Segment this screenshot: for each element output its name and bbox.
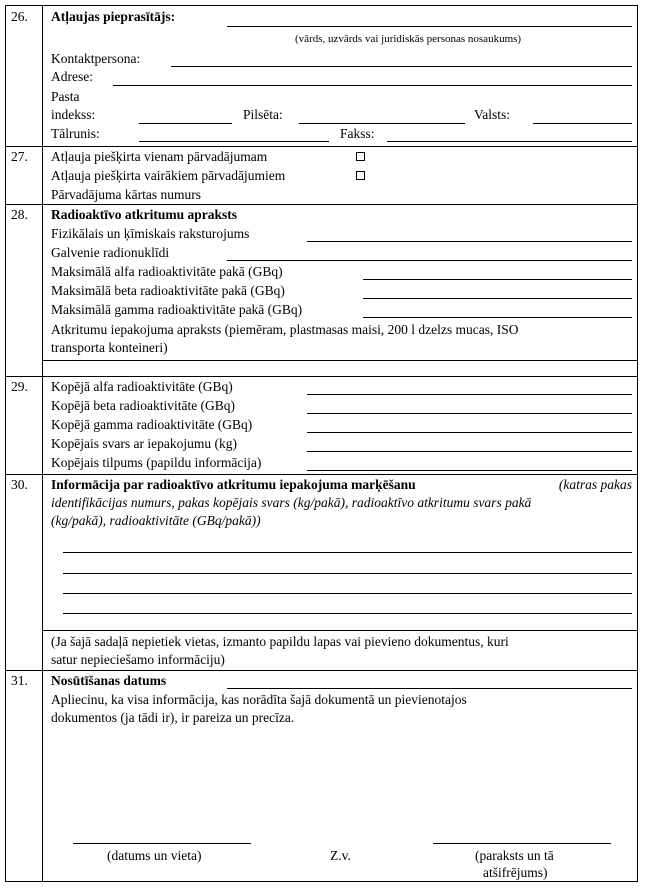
section-title: Nosūtīšanas datums bbox=[51, 673, 167, 688]
section-title-line bbox=[51, 477, 632, 493]
section-number: 29. bbox=[11, 379, 28, 394]
row-divider bbox=[42, 360, 638, 361]
max-alpha-label: Maksimālā alfa radioaktivitāte pakā (GBq) bbox=[51, 264, 283, 279]
max-beta-label: Maksimālā beta radioaktivitāte pakā (GBq) bbox=[51, 283, 285, 298]
table-border-left bbox=[5, 5, 6, 882]
country-field[interactable] bbox=[533, 123, 632, 124]
table-border-right bbox=[637, 5, 638, 882]
radionuclides-label: Galvenie radionuklīdi bbox=[51, 245, 170, 260]
total-beta-field[interactable] bbox=[307, 413, 632, 414]
certification-text: dokumentos (ja tādi ir), ir pareiza un precīza. bbox=[51, 710, 295, 725]
marking-info-line[interactable] bbox=[63, 593, 632, 594]
row-divider bbox=[5, 670, 638, 671]
signature-label: atšifrējums) bbox=[483, 865, 548, 880]
postal-code-label: indekss: bbox=[51, 107, 96, 122]
max-gamma-label: Maksimālā gamma radioaktivitāte pakā (GBq) bbox=[51, 302, 303, 317]
max-gamma-field[interactable] bbox=[363, 317, 632, 318]
section-title: Radioaktīvo atkritumu apraksts bbox=[51, 207, 238, 222]
column-divider bbox=[42, 5, 43, 882]
signature-field[interactable] bbox=[433, 843, 611, 844]
postal-code-field[interactable] bbox=[139, 123, 232, 124]
marking-info-line[interactable] bbox=[63, 552, 632, 553]
total-gamma-field[interactable] bbox=[307, 432, 632, 433]
total-volume-field[interactable] bbox=[307, 470, 632, 471]
address-field[interactable] bbox=[113, 85, 632, 86]
form-table bbox=[5, 5, 638, 882]
total-beta-label: Kopējā beta radioaktivitāte (GBq) bbox=[51, 398, 236, 413]
certification-text: Apliecinu, ka visa informācija, kas norādīta šajā dokumentā un pievienotajos bbox=[51, 692, 467, 707]
single-shipment-label: Atļauja piešķirta vienam pārvadājumam bbox=[51, 149, 268, 164]
multiple-shipments-checkbox[interactable] bbox=[356, 171, 365, 180]
section-hint: (katras pakas bbox=[558, 477, 632, 492]
section-hint: (kg/pakā), radioaktivitāte (GBq/pakā)) bbox=[51, 513, 261, 528]
postal-code-label: Pasta bbox=[51, 89, 80, 104]
total-gamma-label: Kopējā gamma radioaktivitāte (GBq) bbox=[51, 417, 253, 432]
applicant-name-field[interactable] bbox=[227, 26, 632, 27]
total-weight-label: Kopējais svars ar iepakojumu (kg) bbox=[51, 436, 237, 451]
row-divider bbox=[5, 146, 638, 147]
address-label: Adrese: bbox=[51, 69, 93, 84]
marking-info-line[interactable] bbox=[63, 613, 632, 614]
total-weight-field[interactable] bbox=[307, 451, 632, 452]
date-place-label: (datums un vieta) bbox=[107, 848, 202, 863]
section-number: 27. bbox=[11, 149, 28, 164]
date-place-field[interactable] bbox=[73, 843, 251, 844]
phone-label: Tālrunis: bbox=[51, 126, 100, 141]
signature-label: (paraksts un tā bbox=[475, 848, 554, 863]
space-note: satur nepieciešamo informāciju) bbox=[51, 652, 225, 667]
city-label: Pilsēta: bbox=[243, 107, 283, 122]
dispatch-date-field[interactable] bbox=[227, 688, 632, 689]
field-hint: (vārds, uzvārds vai juridiskās personas nosaukums) bbox=[295, 33, 522, 45]
seal-label: Z.v. bbox=[330, 848, 351, 863]
physical-chemical-label: Fizikālais un ķīmiskais raksturojums bbox=[51, 226, 250, 241]
fax-label: Fakss: bbox=[340, 126, 375, 141]
section-title: Informācija par radioaktīvo atkritumu iepakojuma marķēšanu bbox=[51, 477, 416, 492]
section-title: Atļaujas pieprasītājs: bbox=[51, 9, 176, 24]
row-divider bbox=[5, 474, 638, 475]
multiple-shipments-label: Atļauja piešķirta vairākiem pārvadājumiem bbox=[51, 168, 286, 183]
table-border-bottom bbox=[5, 881, 638, 882]
section-number: 31. bbox=[11, 673, 28, 688]
single-shipment-checkbox[interactable] bbox=[356, 152, 365, 161]
total-volume-label: Kopējais tilpums (papildu informācija) bbox=[51, 455, 262, 470]
radionuclides-field[interactable] bbox=[227, 260, 632, 261]
section-number: 30. bbox=[11, 477, 28, 492]
total-alpha-label: Kopējā alfa radioaktivitāte (GBq) bbox=[51, 379, 233, 394]
table-border-top bbox=[5, 5, 638, 6]
section-number: 28. bbox=[11, 207, 28, 222]
max-alpha-field[interactable] bbox=[363, 279, 632, 280]
shipment-order-label: Pārvadājuma kārtas numurs bbox=[51, 187, 201, 202]
marking-info-line[interactable] bbox=[63, 573, 632, 574]
contact-person-field[interactable] bbox=[171, 66, 632, 67]
max-beta-field[interactable] bbox=[363, 298, 632, 299]
packaging-description: transporta konteineri) bbox=[51, 340, 168, 355]
country-label: Valsts: bbox=[474, 107, 511, 122]
city-field[interactable] bbox=[299, 123, 465, 124]
total-alpha-field[interactable] bbox=[307, 394, 632, 395]
fax-field[interactable] bbox=[387, 141, 632, 142]
phone-field[interactable] bbox=[139, 141, 329, 142]
space-note: (Ja šajā sadaļā nepietiek vietas, izmanto papildu lapas vai pievieno dokumentus, kuri bbox=[51, 634, 509, 649]
section-number: 26. bbox=[11, 9, 28, 24]
row-divider bbox=[42, 630, 638, 631]
physical-chemical-field[interactable] bbox=[307, 241, 632, 242]
section-hint: identifikācijas numurs, pakas kopējais svars (kg/pakā), radioaktīvo atkritumu svars pakā bbox=[51, 495, 532, 510]
row-divider bbox=[5, 204, 638, 205]
contact-person-label: Kontaktpersona: bbox=[51, 51, 141, 66]
row-divider bbox=[5, 376, 638, 377]
packaging-description: Atkritumu iepakojuma apraksts (piemēram, plastmasas maisi, 200 l dzelzs mucas, ISO bbox=[51, 322, 519, 337]
